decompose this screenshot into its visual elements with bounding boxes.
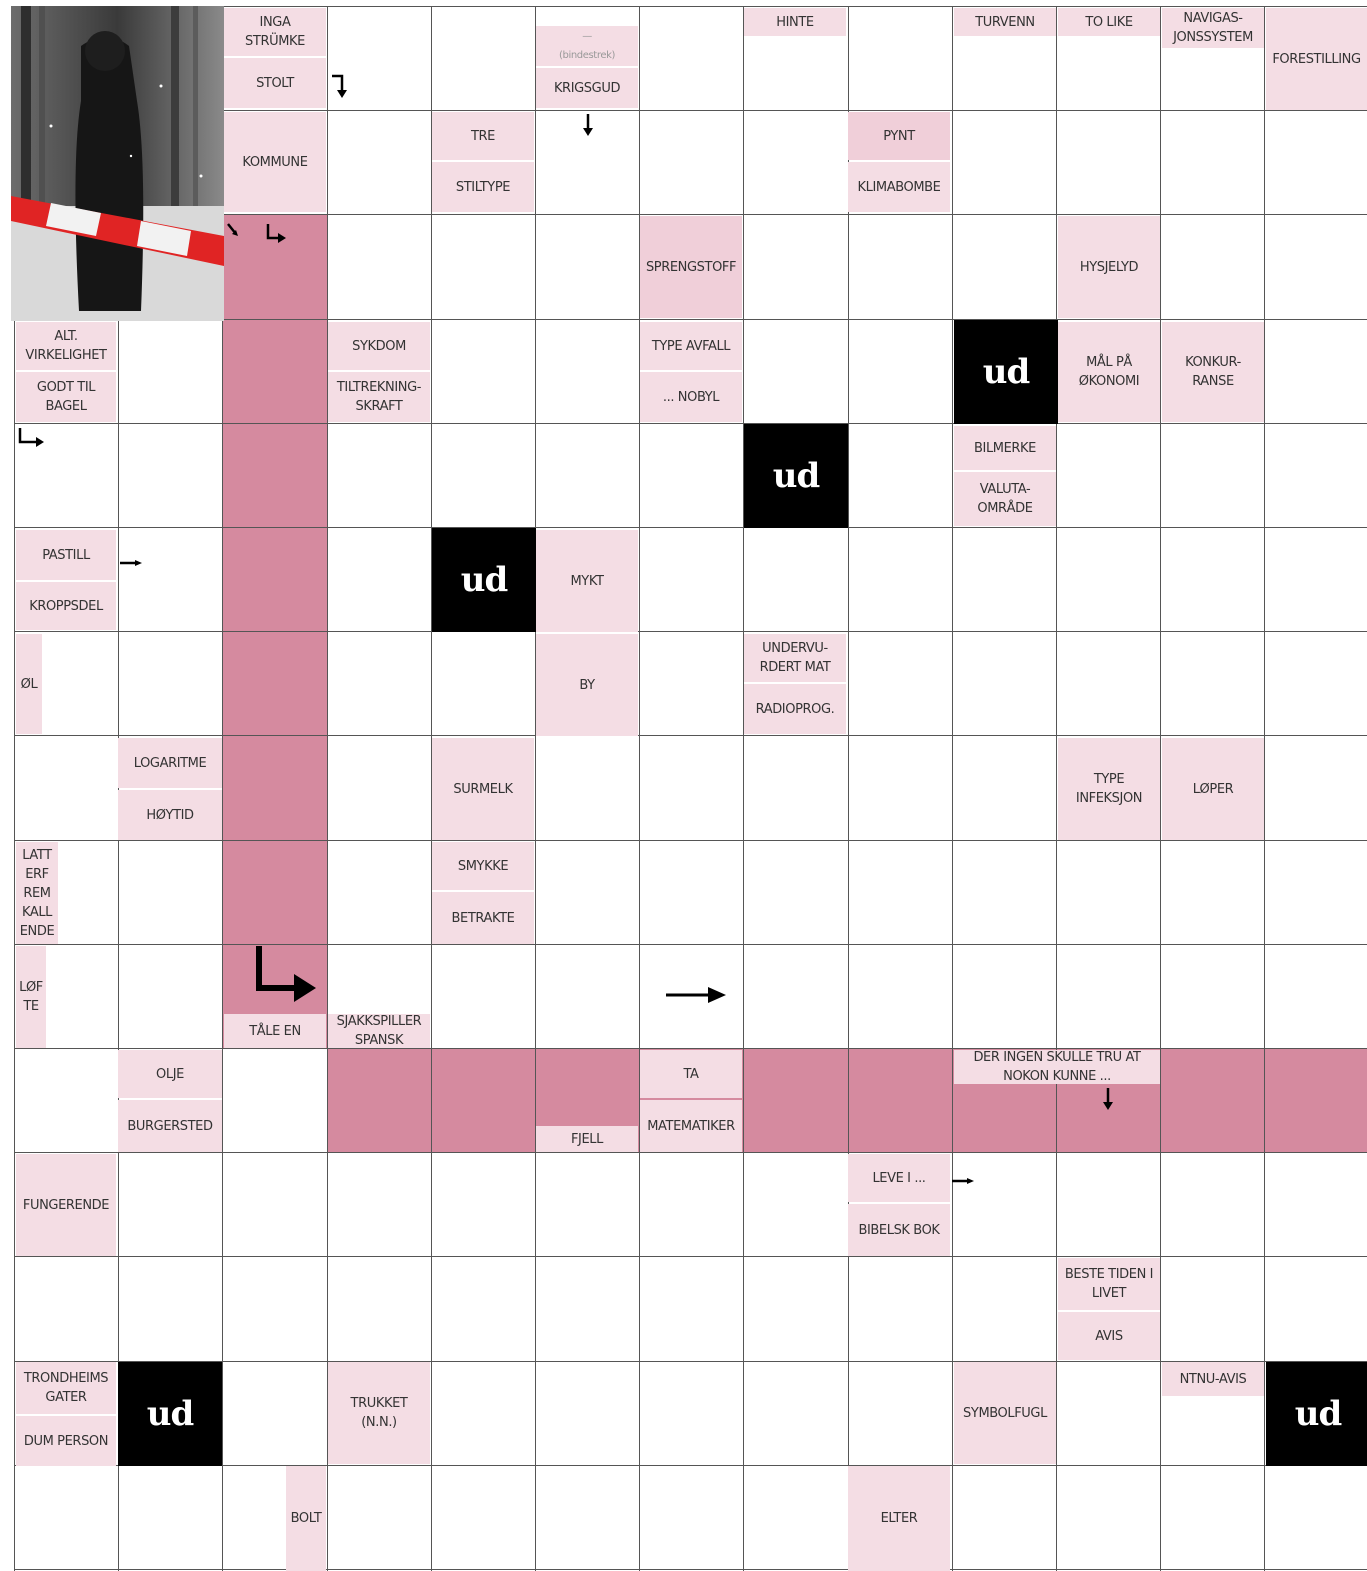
answer-cell[interactable] xyxy=(118,1465,222,1569)
answer-cell[interactable] xyxy=(431,1256,535,1360)
clue-symbolfugl: SYMBOLFUGL xyxy=(954,1362,1056,1464)
answer-cell[interactable] xyxy=(1160,1152,1264,1256)
answer-cell[interactable] xyxy=(118,840,222,944)
answer-cell[interactable] xyxy=(327,423,431,527)
answer-cell[interactable] xyxy=(639,1152,743,1256)
answer-cell[interactable] xyxy=(848,944,952,1048)
clue-lattermild: LATT ERF REM KALL ENDE xyxy=(16,842,58,944)
answer-cell[interactable] xyxy=(848,735,952,839)
clue-tiltrekning: TILTREKNING- SKRAFT xyxy=(328,372,430,422)
answer-cell[interactable] xyxy=(1056,527,1160,631)
answer-cell[interactable] xyxy=(535,735,639,839)
answer-cell[interactable] xyxy=(222,527,326,631)
clue-sprengstoff: SPRENGSTOFF xyxy=(640,216,742,318)
direction-arrow-icon xyxy=(1100,1088,1118,1116)
answer-cell[interactable] xyxy=(848,319,952,423)
answer-cell[interactable] xyxy=(848,6,952,110)
answer-cell[interactable] xyxy=(327,527,431,631)
answer-cell[interactable] xyxy=(327,1048,431,1152)
ud-logo-text: ud xyxy=(460,560,508,600)
grid-line xyxy=(848,6,849,1571)
answer-cell[interactable] xyxy=(118,631,222,735)
answer-cell[interactable] xyxy=(327,1152,431,1256)
clue-alt-virkelighet: ALT. VIRKELIGHET xyxy=(16,322,116,370)
grid-line xyxy=(14,631,1367,632)
answer-cell[interactable] xyxy=(118,423,222,527)
ud-logo-text: ud xyxy=(146,1394,194,1434)
answer-cell[interactable] xyxy=(1160,214,1264,318)
ud-logo-text: ud xyxy=(772,456,820,496)
answer-cell[interactable] xyxy=(952,527,1056,631)
answer-cell[interactable] xyxy=(222,1048,326,1152)
answer-cell[interactable] xyxy=(848,423,952,527)
answer-cell[interactable] xyxy=(1056,1361,1160,1465)
answer-cell[interactable] xyxy=(222,423,326,527)
clue-valutaomrade: VALUTA- OMRÅDE xyxy=(954,472,1056,526)
clue-forestilling: FORESTILLING xyxy=(1266,8,1367,110)
answer-cell[interactable] xyxy=(743,1361,847,1465)
answer-cell[interactable] xyxy=(639,735,743,839)
answer-cell[interactable] xyxy=(14,1256,118,1360)
clue-der-ingen: DER INGEN SKULLE TRU AT NOKON KUNNE ... xyxy=(954,1050,1160,1084)
answer-cell[interactable] xyxy=(952,110,1056,214)
answer-cell[interactable] xyxy=(535,214,639,318)
answer-cell[interactable] xyxy=(1056,631,1160,735)
answer-cell[interactable] xyxy=(222,1256,326,1360)
answer-cell[interactable] xyxy=(1056,1152,1160,1256)
clue-hoytid: HØYTID xyxy=(118,790,222,840)
answer-cell[interactable] xyxy=(1160,840,1264,944)
grid-line xyxy=(14,944,1367,945)
answer-cell[interactable] xyxy=(431,1152,535,1256)
answer-cell[interactable] xyxy=(639,840,743,944)
answer-cell[interactable] xyxy=(743,735,847,839)
clue-ol: ØL xyxy=(16,634,42,734)
answer-cell[interactable] xyxy=(952,214,1056,318)
direction-arrow-icon xyxy=(328,72,352,106)
answer-cell[interactable] xyxy=(952,1152,1056,1256)
answer-cell[interactable] xyxy=(952,1465,1056,1569)
solution-direction-arrow-icon xyxy=(664,984,728,1010)
answer-cell[interactable] xyxy=(639,110,743,214)
answer-cell[interactable] xyxy=(535,1465,639,1569)
answer-cell[interactable] xyxy=(743,527,847,631)
answer-cell[interactable] xyxy=(14,1465,118,1569)
answer-cell[interactable] xyxy=(327,214,431,318)
grid-line xyxy=(14,1569,1367,1570)
answer-cell[interactable] xyxy=(431,944,535,1048)
clue-fungerende: FUNGERENDE xyxy=(16,1154,116,1256)
answer-cell[interactable] xyxy=(848,1361,952,1465)
grid-line xyxy=(14,735,1367,736)
clue-to-like: TO LIKE xyxy=(1058,8,1160,36)
answer-cell[interactable] xyxy=(327,1465,431,1569)
answer-cell[interactable] xyxy=(1160,527,1264,631)
answer-cell[interactable] xyxy=(639,6,743,110)
ud-logo xyxy=(432,528,536,632)
answer-cell[interactable] xyxy=(1160,1465,1264,1569)
grid-line xyxy=(327,6,328,1571)
clue-sykdom: SYKDOM xyxy=(328,322,430,370)
crime-scene-photo-icon xyxy=(11,6,224,321)
clue-trukket: TRUKKET (N.N.) xyxy=(328,1362,430,1464)
answer-cell[interactable] xyxy=(222,319,326,423)
answer-cell[interactable] xyxy=(952,1256,1056,1360)
answer-cell[interactable] xyxy=(848,1048,952,1152)
answer-cell[interactable] xyxy=(535,1361,639,1465)
direction-arrow-icon xyxy=(580,112,598,144)
clue-radioprog: RADIOPROG. xyxy=(744,684,846,734)
answer-cell[interactable] xyxy=(743,944,847,1048)
answer-cell[interactable] xyxy=(222,1152,326,1256)
answer-cell[interactable] xyxy=(327,631,431,735)
answer-cell[interactable] xyxy=(1264,735,1367,839)
answer-cell[interactable] xyxy=(431,319,535,423)
answer-cell[interactable] xyxy=(1264,1256,1367,1360)
answer-cell[interactable] xyxy=(952,944,1056,1048)
direction-arrow-icon xyxy=(118,554,144,573)
clue-type-avfall: TYPE AVFALL xyxy=(640,322,742,370)
clue-kroppsdel: KROPPSDEL xyxy=(16,582,116,630)
answer-cell[interactable] xyxy=(1056,840,1160,944)
clue-matematiker: MATEMATIKER xyxy=(640,1100,742,1152)
answer-cell[interactable] xyxy=(327,1256,431,1360)
answer-cell[interactable] xyxy=(1264,110,1367,214)
answer-cell[interactable] xyxy=(743,840,847,944)
answer-cell[interactable] xyxy=(431,214,535,318)
answer-cell[interactable] xyxy=(535,319,639,423)
answer-cell[interactable] xyxy=(848,840,952,944)
clue-dum-person: DUM PERSON xyxy=(16,1416,116,1466)
answer-cell[interactable] xyxy=(535,423,639,527)
clue-hysjelyd: HYSJELYD xyxy=(1058,216,1160,318)
grid-line xyxy=(743,6,744,1571)
clue-bibelsk-bok: BIBELSK BOK xyxy=(848,1204,950,1256)
clue-undervurdert-mat: UNDERVU- RDERT MAT xyxy=(744,634,846,682)
answer-cell[interactable] xyxy=(639,1361,743,1465)
answer-cell[interactable] xyxy=(1056,423,1160,527)
answer-cell[interactable] xyxy=(1264,214,1367,318)
clue-beste-tiden: BESTE TIDEN I LIVET xyxy=(1058,1258,1160,1310)
answer-cell[interactable] xyxy=(431,1361,535,1465)
answer-cell[interactable] xyxy=(431,1048,535,1152)
answer-cell[interactable] xyxy=(1160,944,1264,1048)
clue-krigsgud: KRIGSGUD xyxy=(536,68,638,108)
answer-cell[interactable] xyxy=(327,735,431,839)
answer-cell[interactable] xyxy=(639,423,743,527)
answer-cell[interactable] xyxy=(535,944,639,1048)
clue-surmelk: SURMELK xyxy=(432,738,534,840)
clue-bolt: BOLT xyxy=(286,1466,326,1571)
clue-godt-til-bagel: GODT TIL BAGEL xyxy=(16,372,116,422)
answer-cell[interactable] xyxy=(1056,1465,1160,1569)
answer-cell[interactable] xyxy=(222,735,326,839)
answer-cell[interactable] xyxy=(1160,631,1264,735)
answer-cell[interactable] xyxy=(848,214,952,318)
clue-stiltype: STILTYPE xyxy=(432,162,534,212)
ud-logo xyxy=(1266,1362,1367,1466)
clue-turvenn: TURVENN xyxy=(954,8,1056,36)
clue-burgersted: BURGERSTED xyxy=(118,1100,222,1152)
direction-arrow-icon xyxy=(264,222,290,250)
answer-cell[interactable] xyxy=(1160,110,1264,214)
ud-logo xyxy=(954,320,1058,424)
answer-cell[interactable] xyxy=(118,319,222,423)
clue-hinte: HINTE xyxy=(744,8,846,36)
grid-line xyxy=(1056,6,1057,1571)
answer-cell[interactable] xyxy=(535,1256,639,1360)
answer-cell[interactable] xyxy=(1160,1048,1264,1152)
answer-cell[interactable] xyxy=(1160,423,1264,527)
answer-cell[interactable] xyxy=(743,214,847,318)
answer-cell[interactable] xyxy=(327,110,431,214)
clue-konkurranse: KONKUR- RANSE xyxy=(1162,322,1264,422)
grid-line xyxy=(1264,6,1265,1571)
clue-betrakte: BETRAKTE xyxy=(432,892,534,944)
clue-tale-en: TÅLE EN xyxy=(224,1014,326,1048)
answer-cell[interactable] xyxy=(1264,527,1367,631)
clue-inga: INGA STRÜMKE xyxy=(224,8,326,56)
clue-elter: ELTER xyxy=(848,1466,950,1571)
answer-cell[interactable] xyxy=(848,1256,952,1360)
direction-arrow-icon xyxy=(226,222,242,244)
clue-mykt: MYKT xyxy=(536,530,638,632)
clue-type-infeksjon: TYPE INFEKSJON xyxy=(1058,738,1160,840)
clue-pastill: PASTILL xyxy=(16,530,116,580)
answer-cell[interactable] xyxy=(1264,1048,1367,1152)
answer-cell[interactable] xyxy=(535,840,639,944)
answer-cell[interactable] xyxy=(327,840,431,944)
clue-loper: LØPER xyxy=(1162,738,1264,840)
solution-start-arrow-icon xyxy=(250,946,320,1012)
ud-logo-text: ud xyxy=(982,352,1030,392)
answer-cell[interactable] xyxy=(1264,423,1367,527)
clue-smykke: SMYKKE xyxy=(432,842,534,890)
clue-pynt: PYNT xyxy=(848,112,950,160)
answer-cell[interactable] xyxy=(14,735,118,839)
ud-logo-text: ud xyxy=(1294,1394,1342,1434)
clue-ta: TA xyxy=(640,1050,742,1098)
answer-cell[interactable] xyxy=(1264,631,1367,735)
clue-leve-i: LEVE I ... xyxy=(848,1154,950,1202)
answer-cell[interactable] xyxy=(743,110,847,214)
answer-cell[interactable] xyxy=(222,631,326,735)
answer-cell[interactable] xyxy=(639,631,743,735)
grid-line xyxy=(14,1152,1367,1153)
answer-cell[interactable] xyxy=(1056,110,1160,214)
clue-bilmerke: BILMERKE xyxy=(954,426,1056,470)
answer-cell[interactable] xyxy=(743,319,847,423)
grid-line xyxy=(14,1256,1367,1257)
answer-cell[interactable] xyxy=(118,1256,222,1360)
answer-cell[interactable] xyxy=(431,423,535,527)
answer-cell[interactable] xyxy=(1056,944,1160,1048)
answer-cell[interactable] xyxy=(118,1152,222,1256)
answer-cell[interactable] xyxy=(743,1256,847,1360)
grid-line xyxy=(14,527,1367,528)
answer-cell[interactable] xyxy=(848,527,952,631)
clue-fjell: FJELL xyxy=(536,1126,638,1152)
answer-cell[interactable] xyxy=(118,527,222,631)
clue-sjakkspiller: SJAKKSPILLER SPANSK xyxy=(328,1014,430,1048)
answer-cell[interactable] xyxy=(639,1256,743,1360)
ud-logo xyxy=(118,1362,222,1466)
clue-ntnu-avis: NTNU-AVIS xyxy=(1162,1362,1264,1396)
clue-trondheims-gater: TRONDHEIMS GATER xyxy=(16,1362,116,1414)
answer-cell[interactable] xyxy=(743,1152,847,1256)
answer-cell[interactable] xyxy=(1264,944,1367,1048)
answer-cell[interactable] xyxy=(1264,1152,1367,1256)
clue-lofte: LØF TE xyxy=(16,946,46,1048)
answer-cell[interactable] xyxy=(952,735,1056,839)
answer-cell[interactable] xyxy=(1160,1256,1264,1360)
direction-arrow-icon xyxy=(950,1172,976,1191)
answer-cell[interactable] xyxy=(14,1048,118,1152)
clue-nobyl: ... NOBYL xyxy=(640,372,742,422)
ud-logo xyxy=(744,424,848,528)
answer-cell[interactable] xyxy=(431,631,535,735)
answer-cell[interactable] xyxy=(222,1361,326,1465)
clue-mal-pa-okonomi: MÅL PÅ ØKONOMI xyxy=(1058,322,1160,422)
clue-logaritme: LOGARITME xyxy=(118,738,222,788)
direction-arrow-icon xyxy=(18,426,48,454)
answer-cell[interactable] xyxy=(639,527,743,631)
grid-line xyxy=(535,6,536,1571)
clue-tre: TRE xyxy=(432,112,534,160)
answer-cell[interactable] xyxy=(743,1465,847,1569)
clue-kommune: KOMMUNE xyxy=(224,112,326,212)
grid-line xyxy=(14,423,1367,424)
clue-avis: AVIS xyxy=(1058,1312,1160,1360)
grid-line xyxy=(952,6,953,1571)
answer-cell[interactable] xyxy=(431,1465,535,1569)
answer-cell[interactable] xyxy=(743,1048,847,1152)
answer-cell[interactable] xyxy=(848,631,952,735)
clue-klimabombe: KLIMABOMBE xyxy=(848,162,950,212)
answer-cell[interactable] xyxy=(1264,1465,1367,1569)
clue-navigasjon: NAVIGAS- JONSSYSTEM xyxy=(1162,8,1264,48)
answer-cell[interactable] xyxy=(1264,319,1367,423)
answer-cell[interactable] xyxy=(639,1465,743,1569)
clue-bindestrek: — (bindestrek) xyxy=(536,26,638,66)
clue-olje: OLJE xyxy=(118,1050,222,1098)
clue-stolt: STOLT xyxy=(224,58,326,108)
answer-cell[interactable] xyxy=(535,1152,639,1256)
answer-cell[interactable] xyxy=(431,6,535,110)
grid-line xyxy=(14,1048,1367,1049)
answer-cell[interactable] xyxy=(952,840,1056,944)
answer-cell[interactable] xyxy=(1264,840,1367,944)
clue-by: BY xyxy=(536,634,638,736)
answer-cell[interactable] xyxy=(118,944,222,1048)
answer-cell[interactable] xyxy=(222,840,326,944)
answer-cell[interactable] xyxy=(952,631,1056,735)
